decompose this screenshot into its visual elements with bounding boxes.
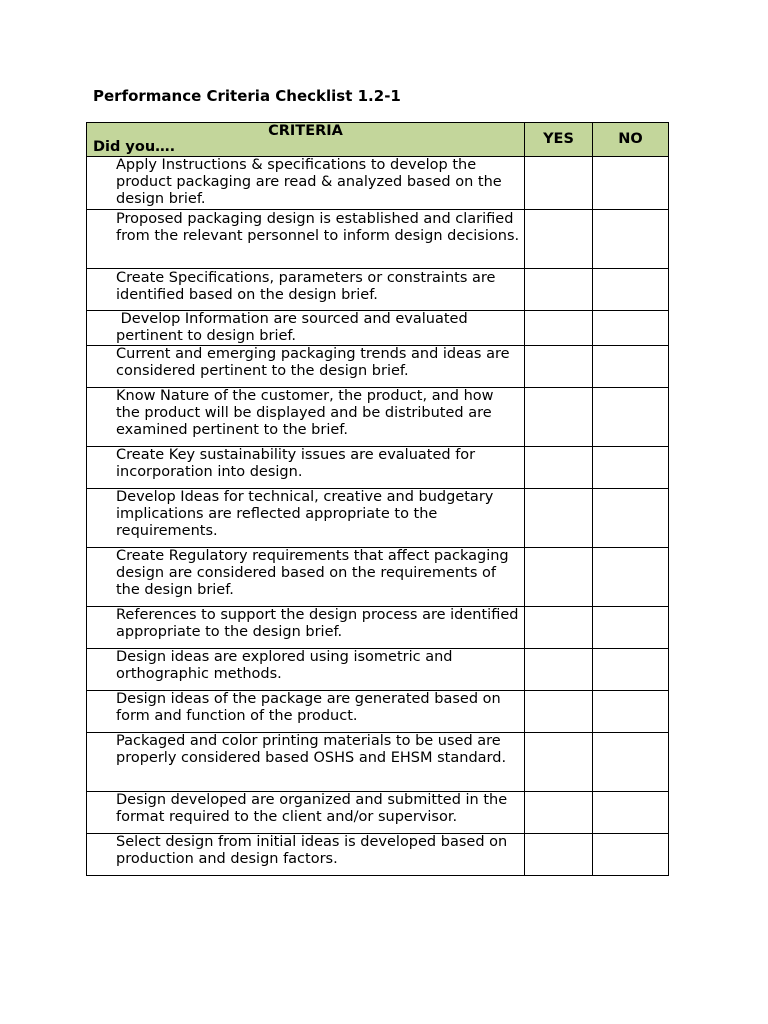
no-check-cell[interactable]	[593, 346, 669, 388]
criteria-cell	[87, 834, 525, 876]
criteria-cell	[87, 269, 525, 311]
criteria-text: Proposed packaging design is established and clarified from the relevant personnel to inform design decisions.	[116, 211, 520, 244]
criteria-text: Select design from initial ideas is developed based on production and design factors.	[116, 834, 508, 867]
yes-check-cell[interactable]	[525, 792, 593, 834]
yes-check-cell[interactable]	[525, 346, 593, 388]
no-check-cell[interactable]	[593, 447, 669, 489]
table-row	[87, 607, 669, 649]
yes-check-cell[interactable]	[525, 311, 593, 346]
no-check-cell[interactable]	[593, 311, 669, 346]
yes-check-cell[interactable]	[525, 157, 593, 210]
table-row	[87, 157, 669, 210]
no-check-cell[interactable]	[593, 691, 669, 733]
yes-check-cell[interactable]	[525, 489, 593, 548]
no-check-cell[interactable]	[593, 649, 669, 691]
yes-check-cell[interactable]	[525, 834, 593, 876]
criteria-text: Design ideas of the package are generated based on form and function of the product.	[116, 691, 501, 724]
criteria-text: Apply Instructions & specifications to develop the product packaging are read & analyzed based on the design brief.	[116, 157, 502, 207]
table-header-row	[87, 123, 669, 157]
table-row	[87, 346, 669, 388]
did-you-subheading: Did you….	[93, 139, 176, 155]
criteria-text: Know Nature of the customer, the product, and how the product will be displayed and be distributed are examined pertinent to the brief.	[116, 388, 494, 438]
criteria-cell	[87, 792, 525, 834]
criteria-text: Create Key sustainability issues are evaluated for incorporation into design.	[116, 447, 476, 480]
criteria-cell	[87, 733, 525, 792]
criteria-text: Develop Information are sourced and evaluated pertinent to design brief.	[116, 311, 473, 344]
yes-check-cell[interactable]	[525, 210, 593, 269]
yes-check-cell[interactable]	[525, 447, 593, 489]
yes-check-cell[interactable]	[525, 691, 593, 733]
table-row	[87, 691, 669, 733]
yes-check-cell[interactable]	[525, 388, 593, 447]
table-row	[87, 489, 669, 548]
criteria-cell	[87, 157, 525, 210]
table-row	[87, 834, 669, 876]
no-header-cell: NO	[593, 123, 669, 157]
table-row	[87, 388, 669, 447]
criteria-cell	[87, 607, 525, 649]
criteria-checklist-table	[86, 122, 669, 876]
no-check-cell[interactable]	[593, 834, 669, 876]
table-row	[87, 210, 669, 269]
no-check-cell[interactable]	[593, 157, 669, 210]
criteria-header-cell	[87, 123, 525, 157]
table-row	[87, 792, 669, 834]
yes-check-cell[interactable]	[525, 607, 593, 649]
criteria-text: Create Specifications, parameters or constraints are identified based on the design brief.	[116, 270, 496, 303]
table-row	[87, 733, 669, 792]
no-check-cell[interactable]	[593, 607, 669, 649]
yes-check-cell[interactable]	[525, 269, 593, 311]
criteria-text: References to support the design process are identified appropriate to the design brief.	[116, 607, 519, 640]
criteria-cell	[87, 210, 525, 269]
criteria-cell	[87, 447, 525, 489]
criteria-cell	[87, 388, 525, 447]
criteria-text: Design ideas are explored using isometric and orthographic methods.	[116, 649, 453, 682]
no-check-cell[interactable]	[593, 548, 669, 607]
no-check-cell[interactable]	[593, 733, 669, 792]
yes-check-cell[interactable]	[525, 649, 593, 691]
yes-header-cell: YES	[525, 123, 593, 157]
no-check-cell[interactable]	[593, 489, 669, 548]
table-row	[87, 649, 669, 691]
table-row	[87, 548, 669, 607]
criteria-cell	[87, 691, 525, 733]
yes-check-cell[interactable]	[525, 733, 593, 792]
criteria-cell	[87, 311, 525, 346]
page-title: Performance Criteria Checklist 1.2-1	[93, 87, 401, 105]
no-check-cell[interactable]	[593, 210, 669, 269]
table-row	[87, 269, 669, 311]
no-check-cell[interactable]	[593, 388, 669, 447]
criteria-text: Design developed are organized and submitted in the format required to the client and/or supervisor.	[116, 792, 508, 825]
no-check-cell[interactable]	[593, 269, 669, 311]
table-row	[87, 447, 669, 489]
criteria-header-label: CRITERIA	[268, 123, 343, 139]
criteria-text: Develop Ideas for technical, creative and budgetary implications are reflected appropriate to the requirements.	[116, 489, 494, 539]
criteria-cell	[87, 489, 525, 548]
no-check-cell[interactable]	[593, 792, 669, 834]
criteria-cell	[87, 548, 525, 607]
yes-check-cell[interactable]	[525, 548, 593, 607]
table-row	[87, 311, 669, 346]
criteria-cell	[87, 649, 525, 691]
criteria-text: Packaged and color printing materials to be used are properly considered based OSHS and EHSM standard.	[116, 733, 507, 766]
criteria-text: Current and emerging packaging trends and ideas are considered pertinent to the design brief.	[116, 346, 510, 379]
criteria-cell	[87, 346, 525, 388]
criteria-text: Create Regulatory requirements that affect packaging design are considered based on the requirements of the design brief.	[116, 548, 509, 598]
